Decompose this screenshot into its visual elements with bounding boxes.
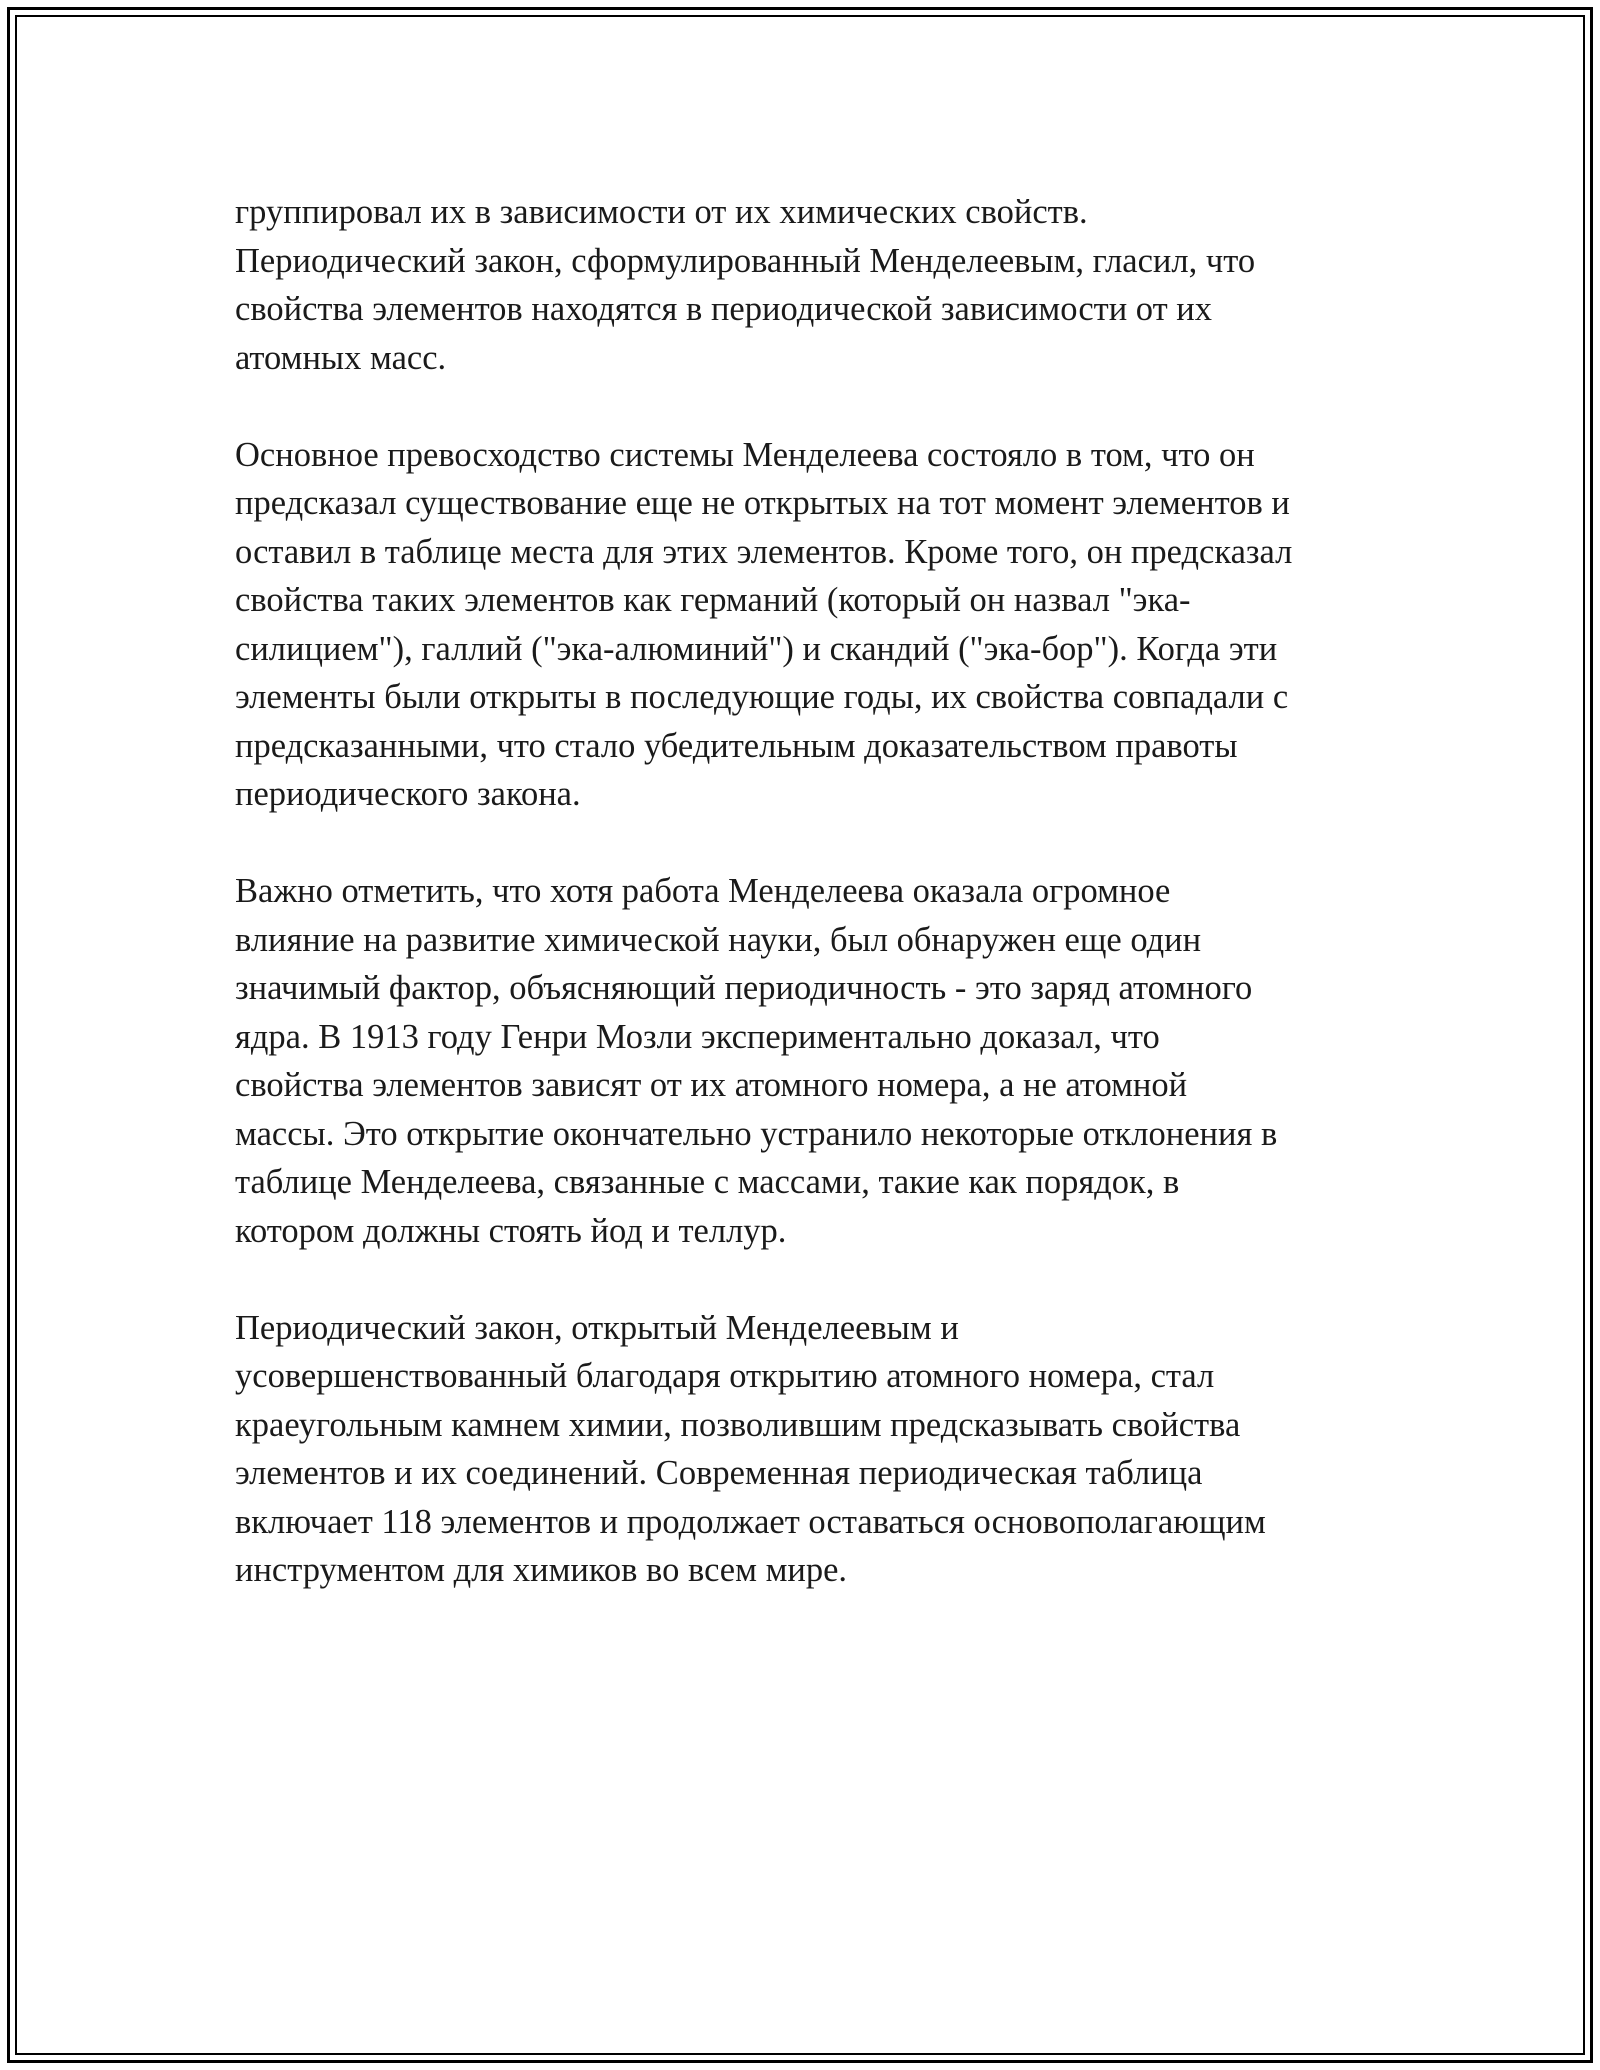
text-line: Периодический закон, сформулированный Менделеевым, гласил, что xyxy=(235,241,1256,280)
text-line: свойства элементов зависят от их атомного номера, а не атомной xyxy=(235,1066,1188,1104)
text-line: свойства элементов находятся в периодической зависимости от их xyxy=(235,290,1213,328)
text-line: свойства таких элементов как германий (который он назвал "эка- xyxy=(235,581,1191,619)
text-line: влияние на развитие химической науки, был обнаружен еще один xyxy=(235,920,1202,959)
text-line: усовершенствованный благодаря открытию атомного номера, стал xyxy=(235,1357,1215,1395)
text-line: атомных масс. xyxy=(235,338,447,377)
text-line: массы. Это открытие окончательно устранило некоторые отклонения в xyxy=(235,1114,1278,1153)
text-line: котором должны стоять йод и теллур. xyxy=(235,1211,787,1250)
text-line: силицием"), галлий ("эка-алюминий") и скандий ("эка-бор"). Когда эти xyxy=(235,629,1278,668)
text-line: элементы были открыты в последующие годы, их свойства совпадали с xyxy=(235,678,1289,716)
text-line: элементов и их соединений. Современная периодическая таблица xyxy=(235,1454,1203,1492)
text-line: Важно отметить, что хотя работа Менделеева оказала огромное xyxy=(235,872,1171,910)
text-line: предсказанными, что стало убедительным доказательством правоты xyxy=(235,726,1238,765)
document-body xyxy=(235,188,1385,1643)
text-line: включает 118 элементов и продолжает оставаться основополагающим xyxy=(235,1502,1266,1541)
text-line: ядра. В 1913 году Генри Мозли экспериментально доказал, что xyxy=(235,1017,1160,1056)
text-line: Основное превосходство системы Менделеева состояло в том, что он xyxy=(235,435,1255,474)
paragraph-1 xyxy=(235,188,1385,382)
text-line: периодического закона. xyxy=(235,775,581,813)
text-line: значимый фактор, объясняющий периодичность - это заряд атомного xyxy=(235,969,1253,1007)
paragraph-4 xyxy=(235,1304,1385,1595)
text-line: оставил в таблице места для этих элементов. Кроме того, он предсказал xyxy=(235,532,1293,571)
text-line: инструментом для химиков во всем мире. xyxy=(235,1551,848,1589)
paragraph-2 xyxy=(235,431,1385,819)
text-line: краеугольным камнем химии, позволившим предсказывать свойства xyxy=(235,1405,1241,1444)
text-line: группировал их в зависимости от их химических свойств. xyxy=(235,193,1088,231)
text-line: таблице Менделеева, связанные с массами, такие как порядок, в xyxy=(235,1163,1180,1201)
text-line: предсказал существование еще не открытых на тот момент элементов и xyxy=(235,484,1290,522)
text-line: Периодический закон, открытый Менделеевым и xyxy=(235,1308,959,1347)
paragraph-3 xyxy=(235,867,1385,1255)
